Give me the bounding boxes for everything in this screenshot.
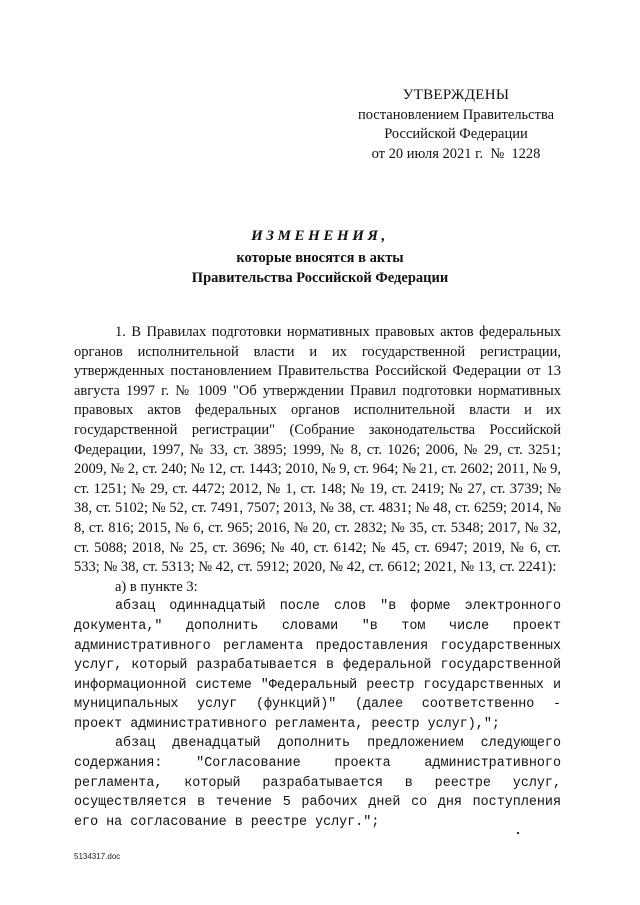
heading-title: ИЗМЕНЕНИЯ, bbox=[251, 228, 389, 244]
approval-line-2: Российской Федерации bbox=[384, 126, 528, 142]
paragraph-1: 1. В Правилах подготовки нормативных правовых актов федеральных органов исполнительной власти и их государственной регистрации, утвержденных постановлением Правительства Российской Федерации от 13 августа 1997 г. № 1009 "Об утверждении Правил подготовки нормативных правовых актов федеральных органов исполнительной власти и их государственной регистрации" (Собрание законодательства Российской Федерации, 1997, № 33, ст. 3895; 1999, № 8, ст. 1026; 2006, № 29, ст. 3251; 2009, № 2, ст. 240; № 12, ст. 1443; 2010, № 9, ст. 964; № 21, ст. 2602; 2011, № 9, ст. 1251; № 29, ст. 4472; 2012, № 1, ст. 148; № 19, ст. 2419; № 27, ст. 3739; № 38, ст. 5102; № 52, ст. 7491, 7507; 2013, № 38, ст. 4831; № 48, ст. 6259; 2014, № 8, ст. 816; 2015, № 6, ст. 965; 2016, № 20, ст. 2832; № 35, ст. 5348; 2017, № 32, ст. 5088; 2018, № 25, ст. 3696; № 40, ст. 6142; № 45, ст. 6947; 2019, № 6, ст. 533; № 38, ст. 5313; № 42, ст. 5912; 2020, № 42, ст. 6612; 2021, № 13, ст. 2241): bbox=[74, 324, 561, 576]
approval-line-1: постановлением Правительства bbox=[357, 106, 555, 123]
document-body bbox=[74, 323, 561, 832]
heading-subtitle-line-1: которые вносятся в акты bbox=[236, 250, 404, 266]
approval-date-line: от 20 июля 2021 г. № 1228 bbox=[371, 145, 541, 162]
approval-stamp-block bbox=[340, 86, 572, 164]
heading-subtitle-line-2: Правительства Российской Федерации bbox=[191, 270, 449, 286]
footer-filename: 5134317.doc bbox=[74, 852, 121, 861]
paragraph-2: а) в пункте 3: bbox=[115, 578, 198, 595]
paragraph-4: абзац двенадцатый дополнить предложением следующего содержания: "Согласование проекта административного регламента, который разрабатывается в реестре услуг, осуществляется в течение 5 рабочих дней со дня поступления его на согласование в реестре услуг."; bbox=[74, 736, 561, 830]
page-mark-dot bbox=[517, 832, 519, 834]
paragraph-3: абзац одиннадцатый после слов "в форме электронного документа," дополнить словами "в том числе проект административного регламента предоставления государственных услуг, который разрабатывается в федеральной государственной информационной системе "Федеральный реестр государственных и муниципальных услуг (функций)" (далее соответственно - проект административного регламента, реестр услуг),"; bbox=[74, 599, 561, 732]
document-heading bbox=[70, 225, 570, 287]
approval-title: УТВЕРЖДЕНЫ bbox=[402, 87, 510, 103]
